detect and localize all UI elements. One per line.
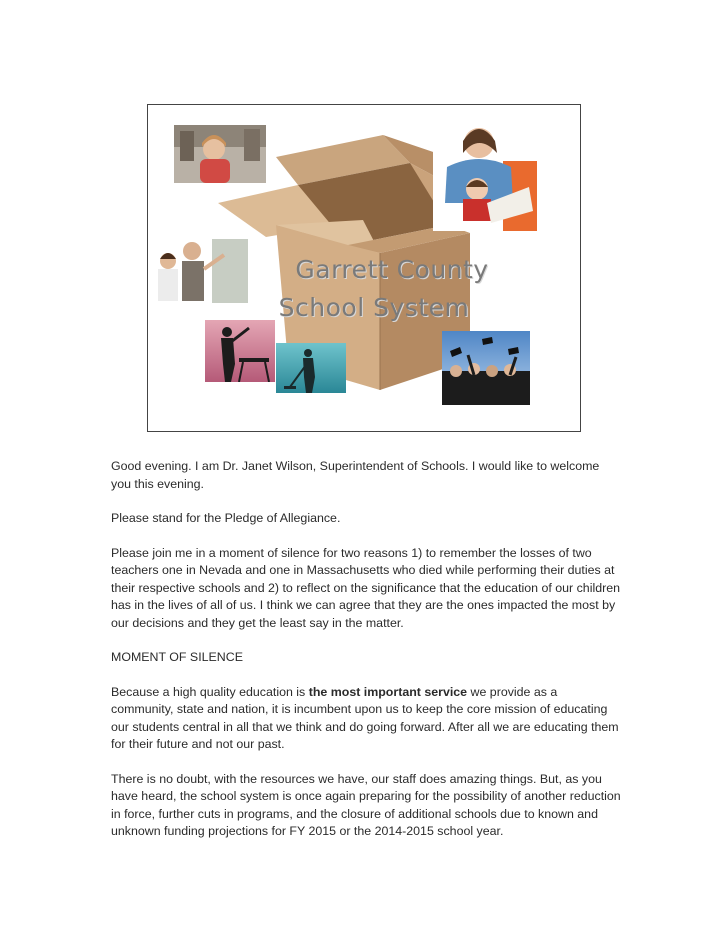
mission-text-end: we provide as a community, state and nation, it is incumbent upon us to keep the core mission of educating our students central in all that we think and do going forward. After all we are educating them for their future and not our past. — [111, 684, 619, 751]
graduates-photo-icon — [442, 331, 530, 405]
child-photo-icon — [174, 125, 266, 183]
worker-silhouette-photo-icon — [205, 320, 275, 382]
custodian-silhouette-photo-icon — [276, 343, 346, 393]
paragraph-welcome: Good evening. I am Dr. Janet Wilson, Superintendent of Schools. I would like to welcome you this evening. — [111, 459, 600, 491]
paragraph-silence-reasons: Please join me in a moment of silence for two reasons 1) to remember the losses of two teachers one in Nevada and one in Massachusetts who died while performing their duties at their respective schools and 2) to reflect on the significance that the education of our children has in the lives of all of us. I think we can agree that they are the ones impacted the most by our decisions and they get the least say in the matter. — [111, 545, 621, 630]
mission-text-start: Because a high quality education is — [111, 684, 309, 699]
speech-body — [111, 458, 621, 858]
graphic-title-line-1: Garrett County — [295, 255, 489, 284]
paragraph-pledge: Please stand for the Pledge of Allegiance. — [111, 511, 341, 525]
header-graphic — [147, 104, 581, 432]
mother-reading-photo-icon — [433, 123, 537, 231]
paragraph-resources: There is no doubt, with the resources we have, our staff does amazing things. But, as you have heard, the school system is once again preparing for the possibility of another reduction in force, further cuts in programs, and the closure of additional schools due to known and unknown funding projections for FY 2015 or the 2014-2015 school year. — [111, 771, 621, 838]
paragraph-mission — [111, 684, 621, 754]
paragraph-moment-of-silence: MOMENT OF SILENCE — [111, 650, 243, 664]
graphic-title-line-2: School System — [278, 293, 470, 322]
mission-text-bold: the most important service — [308, 684, 468, 699]
